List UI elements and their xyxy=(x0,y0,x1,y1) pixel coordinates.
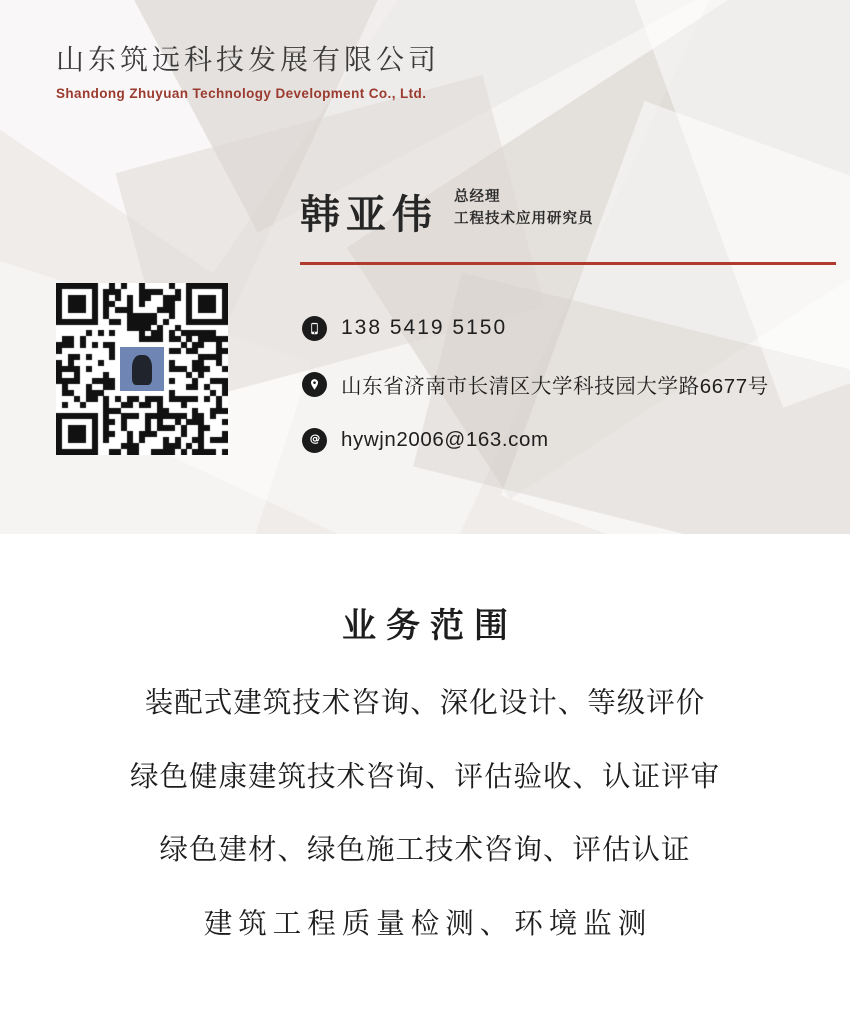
person-block xyxy=(300,186,594,235)
contact-list xyxy=(302,300,769,468)
services-title: 业务范围 xyxy=(342,607,518,645)
person-title-primary: 总经理 xyxy=(454,189,501,205)
contact-row-email xyxy=(302,412,769,468)
qr-code[interactable] xyxy=(56,283,228,455)
service-line: 建筑工程质量检测、环境监测 xyxy=(203,907,653,940)
services-list xyxy=(0,689,850,938)
person-name: 韩亚伟 xyxy=(300,191,438,237)
service-line: 装配式建筑技术咨询、深化设计、等级评价 xyxy=(144,687,706,719)
company-name-cn: 山东筑远科技发展有限公司 xyxy=(56,44,441,75)
contact-email-text: hywjn2006@163.com xyxy=(341,428,549,451)
person-titles xyxy=(454,186,594,235)
email-icon xyxy=(302,428,327,453)
service-line: 绿色健康建筑技术咨询、评估验收、认证评审 xyxy=(129,760,720,793)
phone-icon xyxy=(302,316,327,341)
service-line: 绿色建材、绿色施工技术咨询、评估认证 xyxy=(159,834,691,866)
contact-phone-text: 138 5419 5150 xyxy=(341,316,508,339)
person-title-secondary: 工程技术应用研究员 xyxy=(454,211,594,228)
company-header xyxy=(56,38,440,101)
contact-row-address xyxy=(302,356,769,412)
contact-address-text: 山东省济南市长清区大学科技园大学路6677号 xyxy=(341,375,769,398)
qr-logo-figure xyxy=(132,355,152,385)
company-name-en: Shandong Zhuyuan Technology Development Co., Ltd. xyxy=(56,86,427,101)
divider-rule xyxy=(300,262,836,265)
contact-row-phone xyxy=(302,300,769,356)
card-bottom-panel xyxy=(0,534,850,1034)
qr-center-logo xyxy=(117,344,167,394)
location-pin-icon xyxy=(302,372,327,397)
